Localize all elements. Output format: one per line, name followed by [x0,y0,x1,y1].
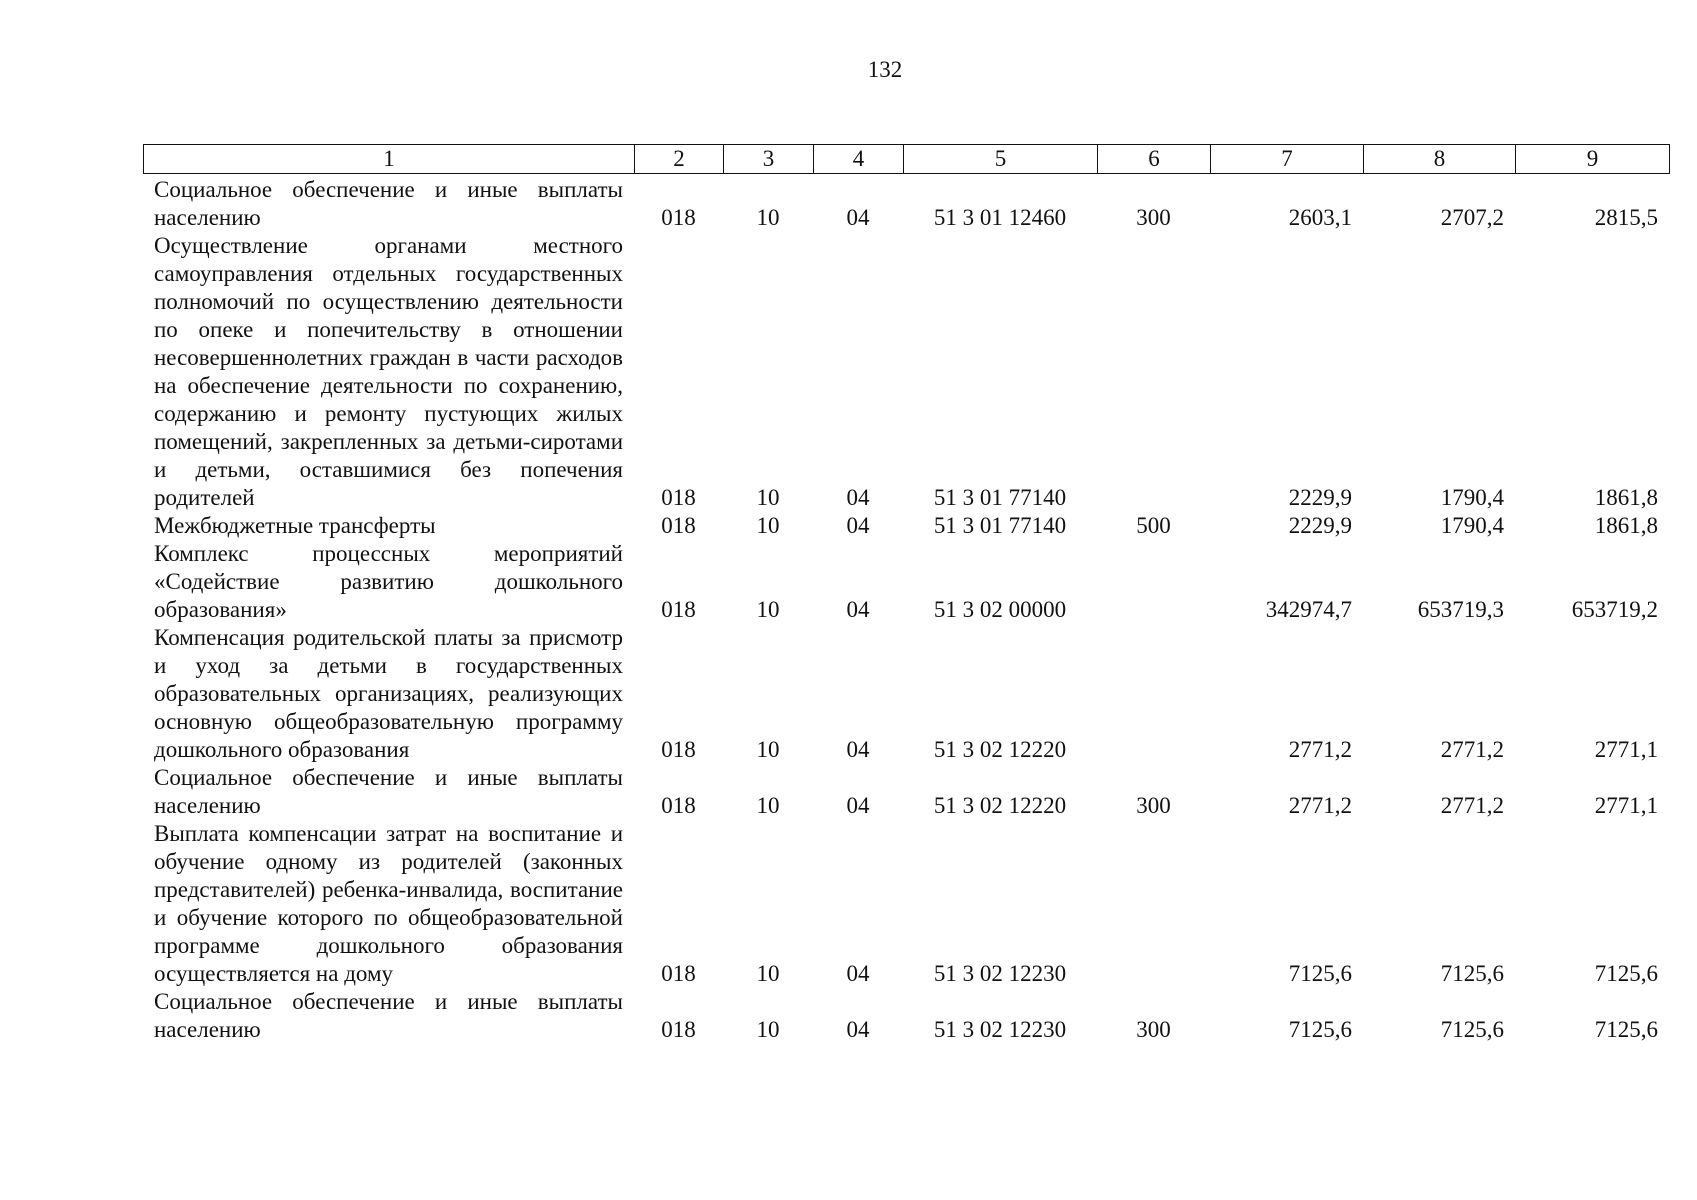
cell-col8: 7125,6 [1440,1017,1504,1042]
cell-col7: 2771,2 [1288,737,1352,762]
cell-col4: 04 [846,205,870,230]
table-row [143,232,1669,512]
table-row [143,988,1669,1044]
column-header: 3 [724,145,814,174]
column-header: 5 [904,145,1098,174]
cell-col6: 500 [1136,513,1171,538]
cell-col9: 1861,8 [1594,485,1658,510]
cell-col5: 51 3 02 00000 [933,597,1067,622]
cell-col3: 10 [756,513,780,538]
row-description: Социальное обеспечение и иные выплаты населению [154,765,623,818]
budget-table [143,176,1669,1044]
cell-col6: 300 [1136,793,1171,818]
cell-col8: 1790,4 [1440,513,1504,538]
table-row [143,512,1669,540]
cell-col3: 10 [756,737,780,762]
cell-col5: 51 3 02 12220 [933,793,1067,818]
cell-col5: 51 3 01 77140 [933,513,1067,538]
cell-col2: 018 [661,485,696,510]
cell-col3: 10 [756,485,780,510]
table-row [143,176,1669,232]
cell-col6 [1097,232,1210,512]
cell-col7: 7125,6 [1288,961,1352,986]
cell-col2: 018 [661,1017,696,1042]
row-description: Социальное обеспечение и иные выплаты населению [154,989,623,1042]
cell-col5: 51 3 01 77140 [933,485,1067,510]
column-header: 7 [1211,145,1364,174]
table-row [143,540,1669,624]
cell-col9: 2771,1 [1594,793,1658,818]
table-row [143,820,1669,988]
cell-col4: 04 [846,1017,870,1042]
cell-col6 [1097,624,1210,764]
table-row [143,764,1669,820]
cell-col2: 018 [661,205,696,230]
row-description: Социальное обеспечение и иные выплаты населению [154,177,623,230]
cell-col9: 1861,8 [1594,513,1658,538]
cell-col3: 10 [756,205,780,230]
cell-col6: 300 [1136,205,1171,230]
cell-col3: 10 [756,1017,780,1042]
table-body [143,176,1669,1044]
cell-col5: 51 3 02 12230 [933,1017,1067,1042]
header-row [144,145,1670,174]
cell-col6: 300 [1136,1017,1171,1042]
cell-col8: 2771,2 [1440,737,1504,762]
row-description: Межбюджетные трансферты [154,513,436,538]
cell-col7: 2229,9 [1288,513,1352,538]
cell-col8: 2771,2 [1440,793,1504,818]
column-header: 2 [635,145,724,174]
row-description: Осуществление органами местного самоуправления отдельных государственных полномочий по осуществлению деятельности по опеке и попечительству в отношении несовершеннолетних граждан в части расходов на обеспечение деятельности по сохранению, содержанию и ремонту пустующих жилых помещений, закрепленных за детьми-сиротами и детьми, оставшимися без попечения родителей [154,233,623,510]
cell-col5: 51 3 01 12460 [933,205,1067,230]
column-header: 9 [1516,145,1670,174]
cell-col3: 10 [756,597,780,622]
cell-col6 [1097,820,1210,988]
cell-col7: 2771,2 [1288,793,1352,818]
cell-col3: 10 [756,793,780,818]
table-header [143,144,1670,174]
cell-col9: 2771,1 [1594,737,1658,762]
cell-col7: 2603,1 [1288,205,1352,230]
cell-col4: 04 [846,513,870,538]
cell-col7: 2229,9 [1288,485,1352,510]
cell-col8: 7125,6 [1440,961,1504,986]
cell-col2: 018 [661,961,696,986]
page-number: 132 [867,57,903,82]
column-header: 6 [1098,145,1211,174]
cell-col2: 018 [661,597,696,622]
row-description: Комплекс процессных мероприятий «Содействие развитию дошкольного образования» [154,541,623,622]
column-header: 1 [144,145,635,174]
cell-col9: 7125,6 [1594,961,1658,986]
cell-col9: 2815,5 [1594,205,1658,230]
cell-col3: 10 [756,961,780,986]
cell-col6 [1097,540,1210,624]
cell-col8: 2707,2 [1440,205,1504,230]
column-header: 4 [814,145,904,174]
column-header: 8 [1364,145,1516,174]
cell-col5: 51 3 02 12220 [933,737,1067,762]
row-description: Выплата компенсации затрат на воспитание и обучение одному из родителей (законных представителей) ребенка-инвалида, воспитание и обучение которого по общеобразовательной программе дошкольного образования осуществляется на дому [154,821,623,986]
cell-col8: 653719,3 [1417,597,1504,622]
cell-col2: 018 [661,513,696,538]
row-description: Компенсация родительской платы за присмотр и уход за детьми в государственных образовательных организациях, реализующих основную общеобразовательную программу дошкольного образования [154,625,623,762]
cell-col2: 018 [661,737,696,762]
cell-col2: 018 [661,793,696,818]
cell-col7: 7125,6 [1288,1017,1352,1042]
cell-col5: 51 3 02 12230 [933,961,1067,986]
cell-col9: 7125,6 [1594,1017,1658,1042]
cell-col9: 653719,2 [1571,597,1658,622]
cell-col4: 04 [846,961,870,986]
cell-col4: 04 [846,793,870,818]
table-row [143,624,1669,764]
cell-col4: 04 [846,737,870,762]
cell-col4: 04 [846,485,870,510]
cell-col8: 1790,4 [1440,485,1504,510]
cell-col7: 342974,7 [1265,597,1352,622]
cell-col4: 04 [846,597,870,622]
